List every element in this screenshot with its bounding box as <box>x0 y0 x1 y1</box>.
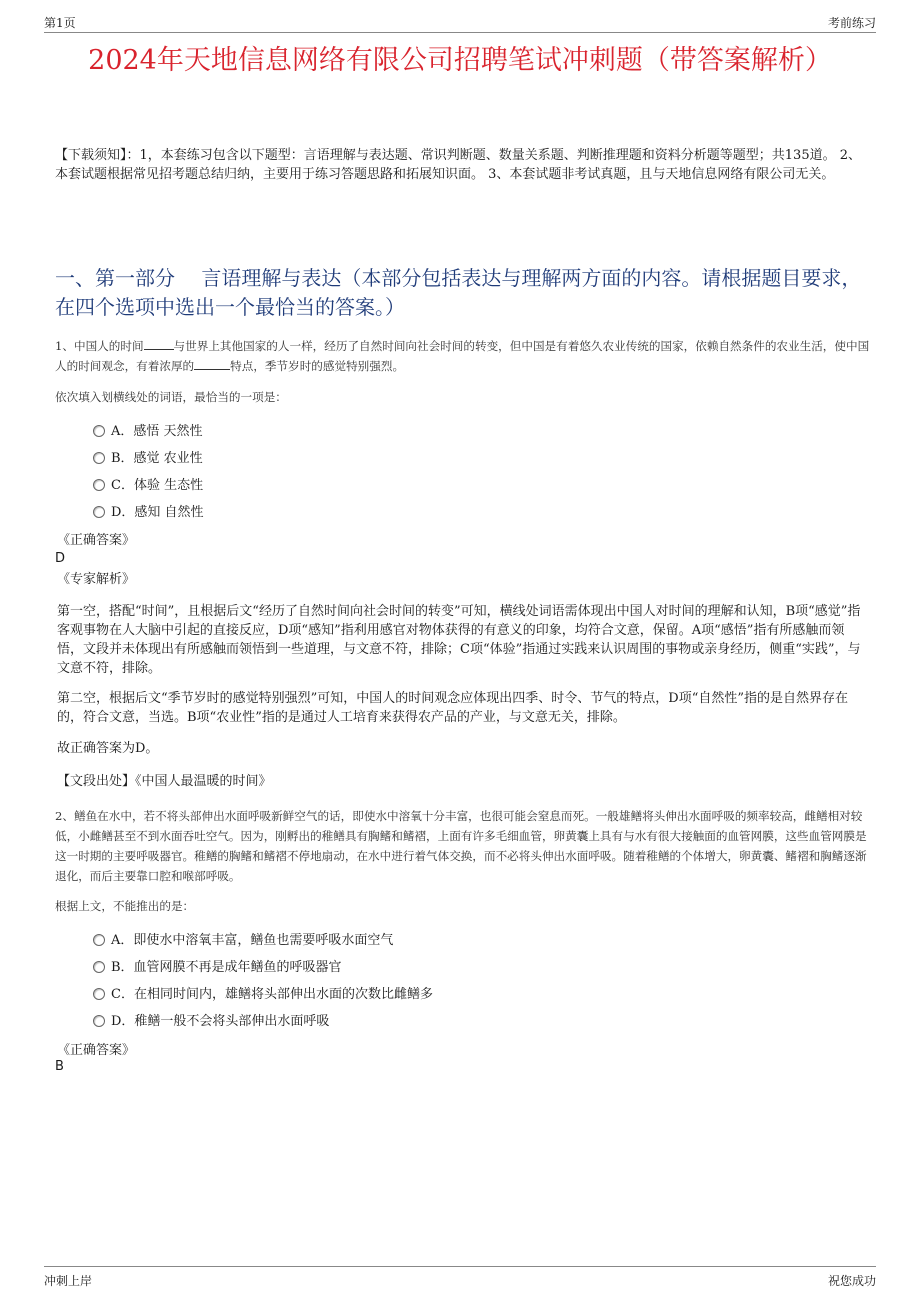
radio-icon[interactable] <box>93 988 105 1000</box>
radio-icon[interactable] <box>93 961 105 973</box>
section-heading: 一、第一部分 言语理解与表达（本部分包括表达与理解两方面的内容。请根据题目要求，在四个选项中选出一个最恰当的答案。） <box>55 266 862 319</box>
q2-option-d[interactable]: D．稚鳝一般不会将头部伸出水面呼吸 <box>93 1013 329 1031</box>
radio-icon[interactable] <box>93 934 105 946</box>
footer-right: 祝您成功 <box>827 1274 876 1288</box>
page-footer <box>44 1266 876 1289</box>
q1-analysis-2: 第二空，根据后文“季节岁时的感觉特别强烈”可知，中国人的时间观念应体现出四季、时令、节气的特点，D项“自然性”指的是自然界存在的，符合文意，当选。B项“农业性”指的是通过人工培育来获得农产品的产业，与文意无关，排除。 <box>57 691 849 725</box>
q1-answer: D <box>55 551 66 566</box>
page-header <box>44 12 876 33</box>
q1-source: 【文段出处】《中国人最温暖的时间》 <box>57 774 272 789</box>
header-tag: 考前练习 <box>827 16 876 30</box>
blank-2 <box>194 358 230 370</box>
q1-analysis-label: 《专家解析》 <box>57 572 136 587</box>
q1-option-b[interactable]: B．感觉 农业性 <box>93 450 203 468</box>
q1-conclusion: 故正确答案为D。 <box>57 741 159 756</box>
q2-answer-label: 《正确答案》 <box>57 1043 136 1058</box>
radio-icon[interactable] <box>93 479 105 491</box>
radio-icon[interactable] <box>93 1015 105 1027</box>
q1-option-a[interactable]: A．感悟 天然性 <box>93 423 203 441</box>
question-1-text: 1、中国人的时间 与世界上其他国家的人一样，经历了自然时间向社会时间的转变，但中国是有着悠久农业传统的国家，依赖自然条件的农业生活，使中国人的时间观念，有着浓厚的 特点，季节岁时的感觉特别强烈。 <box>55 339 870 373</box>
radio-icon[interactable] <box>93 425 105 437</box>
question-2-prompt: 根据上文，不能推出的是： <box>55 899 195 913</box>
q1-option-d[interactable]: D．感知 自然性 <box>93 504 204 522</box>
document-title: 2024年天地信息网络有限公司招聘笔试冲刺题（带答案解析） <box>88 45 832 76</box>
q2-option-b[interactable]: B．血管网膜不再是成年鳝鱼的呼吸器官 <box>93 959 342 977</box>
q2-option-c[interactable]: C．在相同时间内，雄鳝将头部伸出水面的次数比雌鳝多 <box>93 986 433 1004</box>
blank-1 <box>144 338 174 350</box>
page-number: 第1页 <box>44 16 76 30</box>
q1-analysis-1: 第一空，搭配“时间”，且根据后文“经历了自然时间向社会时间的转变”可知，横线处词语需体现出中国人对时间的理解和认知，B项“感觉”指客观事物在人大脑中引起的直接反应，D项“感知”指利用感官对物体获得的有意义的印象，均符合文意，保留。A项“感悟”指有所感触而领悟，文段并未体现出有所感触而领悟到一些道理，与文意不符，排除；C项“体验”指通过实践来认识周围的事物或亲身经历，侧重“实践”，与文意不符，排除。 <box>57 604 861 676</box>
q2-answer: B <box>55 1059 64 1074</box>
q1-option-c[interactable]: C．体验 生态性 <box>93 477 203 495</box>
footer-left: 冲刺上岸 <box>44 1274 93 1288</box>
q2-option-a[interactable]: A．即使水中溶氧丰富，鳝鱼也需要呼吸水面空气 <box>93 932 393 950</box>
download-notice: 【下载须知】：1，本套练习包含以下题型：言语理解与表达题、常识判断题、数量关系题、判断推理题和资料分析题等题型；共135道。 2、本套试题根据常见招考题总结归纳，主要用于练习答题思路和拓展知识面。 3、本套试题非考试真题，且与天地信息网络有限公司无关。 <box>55 148 861 182</box>
q1-answer-label: 《正确答案》 <box>57 533 136 548</box>
question-2-text: 2、鳝鱼在水中，若不将头部伸出水面呼吸新鲜空气的话，即使水中溶氧十分丰富，也很可能会窒息而死。一般雄鳝将头伸出水面呼吸的频率较高，雌鳝相对较低，小雌鳝甚至不到水面吞吐空气。因为，刚孵出的稚鳝具有胸鳍和鳍褶，上面有许多毛细血管，卵黄囊上具有与水有很大接触面的血管网膜，这些血管网膜是这一时期的主要呼吸器官。稚鳝的胸鳍和鳍褶不停地扇动，在水中进行着气体交换，而不必将头伸出水面呼吸。随着稚鳝的个体增大，卵黄囊、鳍褶和胸鳍逐渐退化，而后主要靠口腔和喉部呼吸。 <box>55 809 867 883</box>
radio-icon[interactable] <box>93 452 105 464</box>
question-1-prompt: 依次填入划横线处的词语，最恰当的一项是： <box>55 390 287 404</box>
radio-icon[interactable] <box>93 506 105 518</box>
